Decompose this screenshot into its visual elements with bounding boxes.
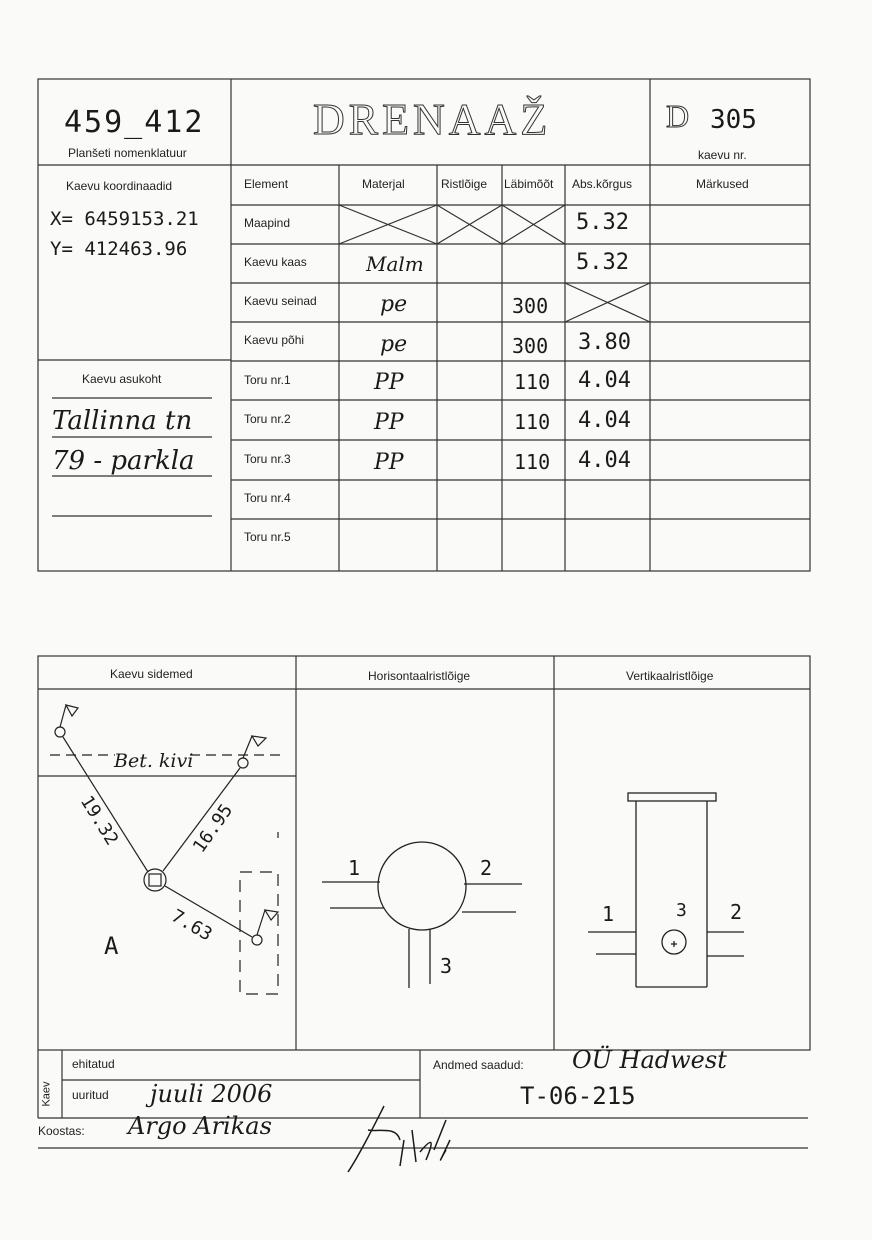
distance-label-2: 16.95 xyxy=(188,800,238,857)
table-row-element: Toru nr.2 xyxy=(244,412,291,426)
table-row-abs: 3.80 xyxy=(578,330,631,355)
table-row-abs: 4.04 xyxy=(578,448,631,473)
table-row-diameter: 110 xyxy=(514,370,551,394)
well-number: 305 xyxy=(710,105,757,135)
table-row-element: Maapind xyxy=(244,216,291,230)
horizontal-section-label: Horisontaalristlõige xyxy=(368,669,471,683)
author-label: Koostas: xyxy=(38,1124,85,1138)
author-value: Argo Arikas xyxy=(128,1112,272,1140)
well-prefix: D xyxy=(666,98,690,134)
distance-label-3: 7.63 xyxy=(167,905,216,946)
table-row-material: Malm xyxy=(366,252,424,276)
table-row-diameter: 110 xyxy=(514,450,551,474)
table-row-element: Toru nr.5 xyxy=(244,530,291,544)
distance-label-1: 19.32 xyxy=(75,791,123,850)
location-label: Kaevu asukoht xyxy=(82,372,162,386)
pipe-2-label: 2 xyxy=(730,900,743,924)
page-title: DRENAAŽ xyxy=(313,95,552,144)
ties-sketch xyxy=(50,705,280,994)
table-row-element: Toru nr.4 xyxy=(244,491,291,505)
pipe-2-label: 2 xyxy=(480,856,493,880)
table-row-element: Kaevu põhi xyxy=(244,333,305,347)
signature-scribble xyxy=(348,1106,450,1172)
table-row-element: Kaevu kaas xyxy=(244,255,307,269)
table-row-material: pe xyxy=(380,332,408,357)
point-a-label: A xyxy=(104,932,119,960)
coordinates-label: Kaevu koordinaadid xyxy=(66,179,173,193)
table-row-material: PP xyxy=(374,410,404,435)
pipe-3-label: 3 xyxy=(676,900,687,921)
data-source-label: Andmed saadud: xyxy=(433,1058,524,1072)
pipe-3-label: 3 xyxy=(440,954,453,978)
table-row-diameter: 300 xyxy=(512,334,549,358)
table-row-diameter: 110 xyxy=(514,410,551,434)
coordinate-y: Y= 412463.96 xyxy=(50,238,188,260)
data-source-code: T-06-215 xyxy=(520,1082,636,1110)
pipe-1-label: 1 xyxy=(602,902,615,926)
nomenclature-value: 459_412 xyxy=(64,105,205,140)
table-row-material: pe xyxy=(380,292,408,317)
surveyed-value: juuli 2006 xyxy=(150,1080,273,1108)
table-row-element: Toru nr.1 xyxy=(244,373,291,387)
table-row-element: Kaevu seinad xyxy=(244,294,317,308)
col-header-notes: Märkused xyxy=(696,177,749,191)
well-label: kaevu nr. xyxy=(698,148,747,162)
pipe-1-label: 1 xyxy=(348,856,361,880)
table-row-diameter: 300 xyxy=(512,294,549,318)
ties-note: Bet. kivi xyxy=(114,750,194,772)
location-line2: 79 - parkla xyxy=(52,446,195,476)
table-row-material: PP xyxy=(374,450,404,475)
kaev-label: Kaev xyxy=(40,1081,53,1107)
nomenclature-label: Planšeti nomenklatuur xyxy=(68,146,187,160)
table-row-abs: 4.04 xyxy=(578,368,631,393)
surveyed-label: uuritud xyxy=(72,1088,109,1102)
table-row-material: PP xyxy=(374,370,404,395)
col-header-element: Element xyxy=(244,177,289,191)
vertical-section-sketch xyxy=(588,793,744,987)
ties-section-label: Kaevu sidemed xyxy=(110,667,193,681)
col-header-abs: Abs.kõrgus xyxy=(572,177,633,191)
table-row-abs: 4.04 xyxy=(578,408,631,433)
coordinate-x: X= 6459153.21 xyxy=(50,208,199,230)
table-row-abs: 5.32 xyxy=(576,210,629,235)
location-line1: Tallinna tn xyxy=(52,406,193,436)
table-row-abs: 5.32 xyxy=(576,250,629,275)
data-source-company: OÜ Hadwest xyxy=(572,1046,727,1074)
built-label: ehitatud xyxy=(72,1057,115,1071)
table-row-element: Toru nr.3 xyxy=(244,452,291,466)
col-header-cross: Ristlõige xyxy=(441,177,488,191)
col-header-diameter: Läbimõõt xyxy=(504,177,554,191)
vertical-section-label: Vertikaalristlõige xyxy=(626,669,714,683)
col-header-material: Materjal xyxy=(362,177,405,191)
